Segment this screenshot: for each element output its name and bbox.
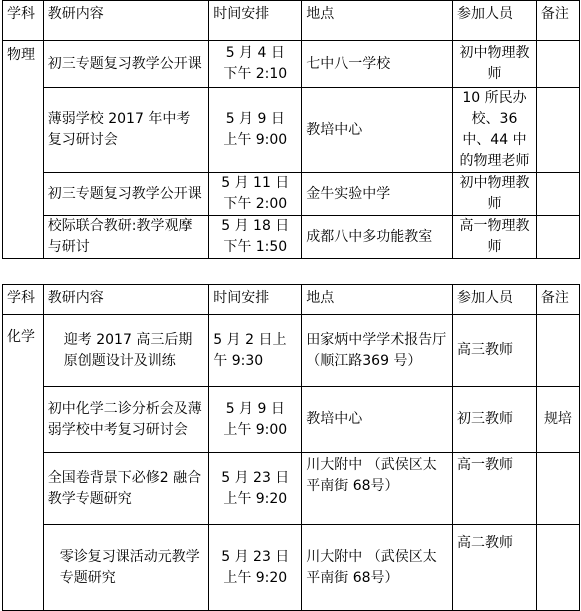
note-cell [536, 453, 579, 525]
content-cell: 薄弱学校 2017 年中考复习研讨会 [43, 88, 209, 173]
people-cell: 高三教师 [453, 315, 537, 387]
time-cell: 5 月 2 日上午 9:30 [209, 315, 302, 387]
people-cell: 高一教师 [453, 453, 537, 525]
header-note: 备注 [536, 1, 579, 41]
time-cell: 5 月 4 日 下午 2:10 [209, 41, 302, 88]
place-cell: 田家炳中学学术报告厅（顺江路369 号） [302, 315, 453, 387]
header-row [3, 285, 580, 315]
time-cell: 5 月 18 日 下午 1:50 [209, 216, 302, 259]
header-time: 时间安排 [209, 1, 302, 41]
note-cell [536, 41, 579, 88]
note-cell: 规培 [536, 387, 579, 453]
table-row [3, 88, 580, 173]
table-row [3, 453, 580, 525]
table-row [3, 41, 580, 88]
content-cell: 迎考 2017 高三后期原创题设计及训练 [43, 315, 209, 387]
note-cell [536, 315, 579, 387]
content-cell: 全国卷背景下必修2 融合教学专题研究 [43, 453, 209, 525]
header-people: 参加人员 [453, 285, 537, 315]
note-cell [536, 88, 579, 173]
table-row [3, 315, 580, 387]
chemistry-table [2, 284, 580, 611]
place-cell: 七中八一学校 [302, 41, 453, 88]
people-cell: 初中物理教师 [453, 173, 537, 216]
time-cell: 5 月 23 日 上午 9:20 [209, 453, 302, 525]
table-row [3, 216, 580, 259]
header-note: 备注 [536, 285, 579, 315]
physics-table [2, 0, 580, 259]
content-cell: 初三专题复习教学公开课 [43, 41, 209, 88]
place-cell: 成都八中多功能教室 [302, 216, 453, 259]
time-cell: 5 月 9 日 上午 9:00 [209, 88, 302, 173]
subject-cell: 化学 [3, 315, 44, 611]
people-cell: 10 所民办校、36 中、44 中的物理老师 [453, 88, 537, 173]
place-cell: 金牛实验中学 [302, 173, 453, 216]
time-cell: 5 月 11 日 下午 2:00 [209, 173, 302, 216]
table-row [3, 173, 580, 216]
note-cell [536, 525, 579, 611]
time-cell: 5 月 23 日 上午 9:20 [209, 525, 302, 611]
header-content: 教研内容 [43, 285, 209, 315]
content-cell: 校际联合教研:教学观摩与研讨 [43, 216, 209, 259]
place-cell: 教培中心 [302, 88, 453, 173]
header-people: 参加人员 [453, 1, 537, 41]
table-row [3, 525, 580, 611]
people-cell: 初中物理教师 [453, 41, 537, 88]
content-cell: 零诊复习课活动元教学专题研究 [43, 525, 209, 611]
place-cell: 教培中心 [302, 387, 453, 453]
note-cell [536, 216, 579, 259]
header-row [3, 1, 580, 41]
header-place: 地点 [302, 1, 453, 41]
content-cell: 初中化学二诊分析会及薄弱学校中考复习研讨会 [43, 387, 209, 453]
header-content: 教研内容 [43, 1, 209, 41]
table-row [3, 387, 580, 453]
content-cell: 初三专题复习教学公开课 [43, 173, 209, 216]
place-cell: 川大附中 （武侯区太平南街 68号） [302, 453, 453, 525]
header-subject: 学科 [3, 285, 44, 315]
header-time: 时间安排 [209, 285, 302, 315]
subject-cell: 物理 [3, 41, 44, 259]
people-cell: 高二教师 [453, 525, 537, 611]
note-cell [536, 173, 579, 216]
time-cell: 5 月 9 日 上午 9:00 [209, 387, 302, 453]
place-cell: 川大附中 （武侯区太平南街 68号） [302, 525, 453, 611]
header-place: 地点 [302, 285, 453, 315]
header-subject: 学科 [3, 1, 44, 41]
people-cell: 初三教师 [453, 387, 537, 453]
people-cell: 高一物理教师 [453, 216, 537, 259]
